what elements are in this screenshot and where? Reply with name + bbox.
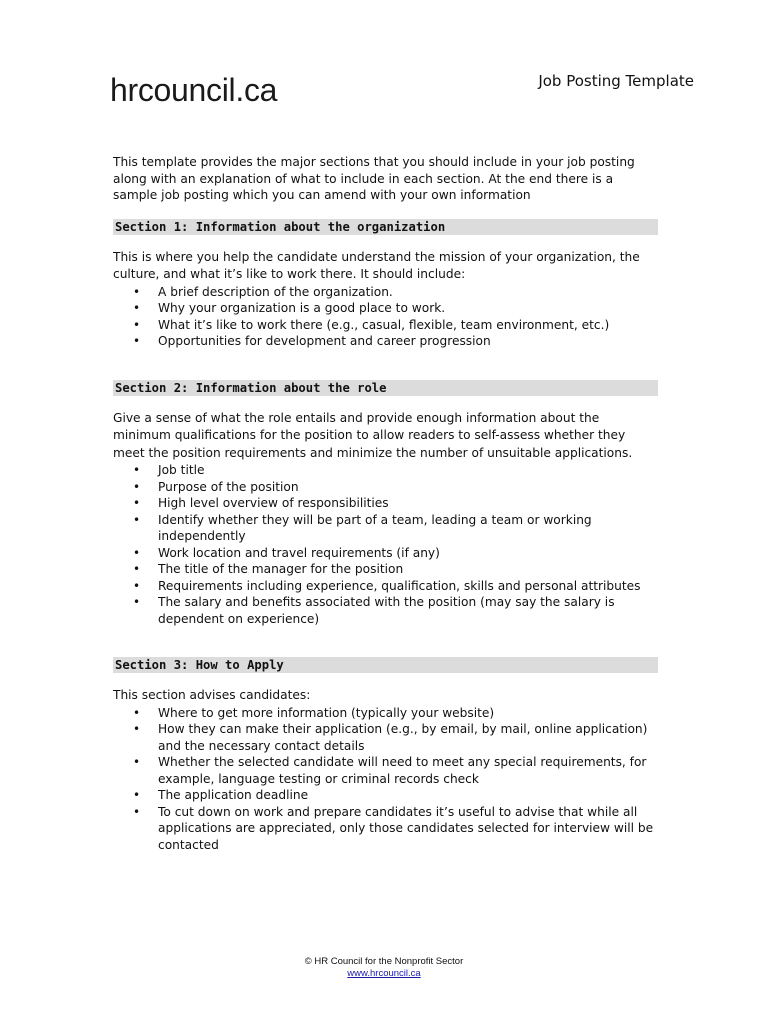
- section-3-paragraph: This section advises candidates:: [113, 688, 311, 702]
- list-item: • The salary and benefits associated with the position (may say the salary is dependent on experience): [113, 594, 658, 627]
- list-item: • The application deadline: [113, 787, 658, 804]
- intro-paragraph: This template provides the major sections that you should include in your job posting along with an explanation of what to include in each section. At the end there is a sample job posting which you can amend with your own information: [113, 155, 635, 202]
- section-2-list: [113, 462, 658, 627]
- section-3-heading: Section 3: How to Apply: [113, 657, 658, 673]
- document-body: [113, 154, 658, 853]
- list-item: • To cut down on work and prepare candidates it’s useful to advise that while all applications are appreciated, only those candidates selected for interview will be contacted: [113, 804, 658, 854]
- list-item: • Purpose of the position: [113, 479, 658, 496]
- list-item: • High level overview of responsibilities: [113, 495, 658, 512]
- footer: [0, 956, 768, 980]
- list-item: • What it’s like to work there (e.g., casual, flexible, team environment, etc.): [113, 317, 658, 334]
- list-item: • Job title: [113, 462, 658, 479]
- list-item: • How they can make their application (e.g., by email, by mail, online application) and the necessary contact details: [113, 721, 658, 754]
- section-2-heading: Section 2: Information about the role: [113, 380, 658, 396]
- document-title: Job Posting Template: [538, 72, 694, 90]
- section-3-list: [113, 705, 658, 854]
- list-item: • Where to get more information (typically your website): [113, 705, 658, 722]
- list-item: • The title of the manager for the position: [113, 561, 658, 578]
- list-item: • Requirements including experience, qualification, skills and personal attributes: [113, 578, 658, 595]
- section-1-paragraph: This is where you help the candidate understand the mission of your organization, the culture, and what it’s like to work there. It should include:: [113, 249, 640, 281]
- logo: hrcouncil.ca: [110, 72, 278, 108]
- list-item: • Work location and travel requirements (if any): [113, 545, 658, 562]
- list-item: • Opportunities for development and career progression: [113, 333, 658, 350]
- section-2-paragraph: Give a sense of what the role entails and provide enough information about the minimum qualifications for the position to allow readers to self-assess whether they meet the position requirements and minimize the number of unsuitable applications.: [113, 410, 633, 460]
- list-item: • Whether the selected candidate will need to meet any special requirements, for example, language testing or criminal records check: [113, 754, 658, 787]
- footer-copyright: © HR Council for the Nonprofit Sector: [304, 956, 464, 967]
- list-item: • Why your organization is a good place to work.: [113, 300, 658, 317]
- section-1-heading: Section 1: Information about the organization: [113, 219, 658, 235]
- section-1-list: [113, 284, 658, 350]
- list-item: • A brief description of the organization.: [113, 284, 658, 301]
- footer-website-link[interactable]: www.hrcouncil.ca: [347, 968, 421, 979]
- list-item: • Identify whether they will be part of a team, leading a team or working independently: [113, 512, 658, 545]
